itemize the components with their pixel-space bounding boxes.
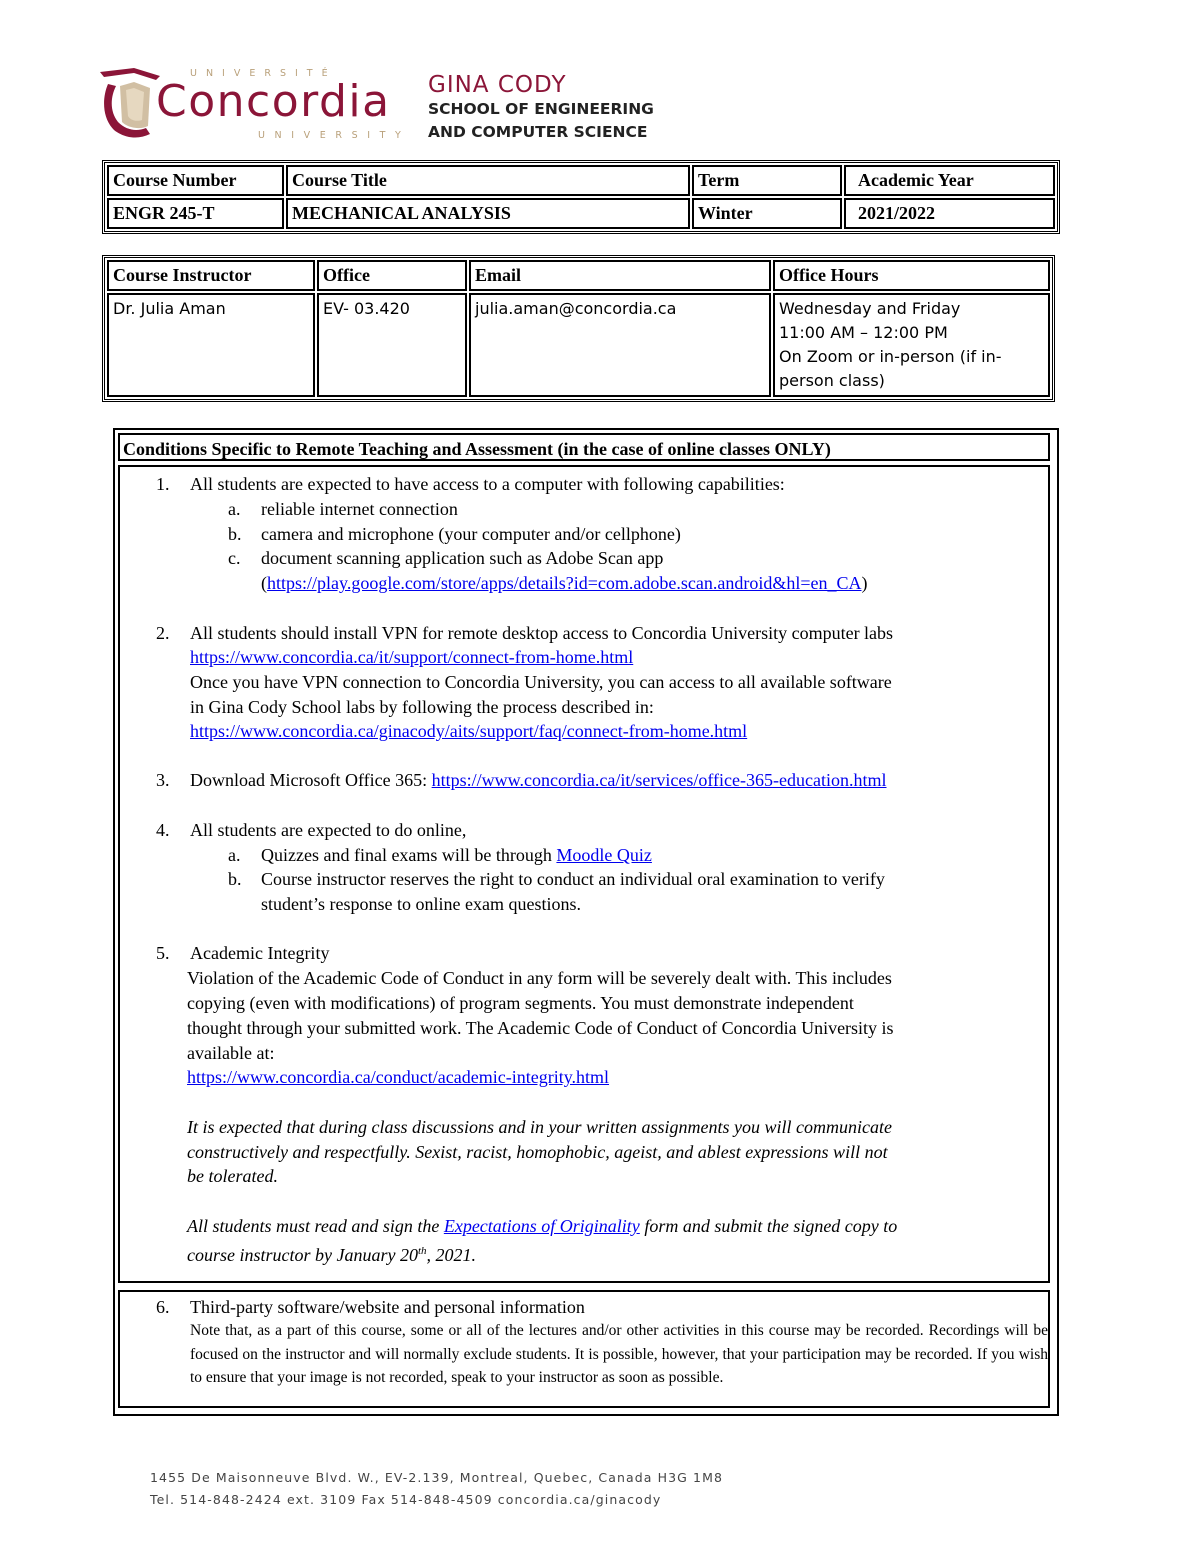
school-line-2: AND COMPUTER SCIENCE: [428, 123, 648, 141]
item5-l4: available at:: [187, 1043, 275, 1063]
item4-b: Course instructor reserves the right to conduct an individual oral examination to verify: [261, 869, 885, 889]
table-row: [107, 198, 1055, 229]
item5-sup: th: [417, 1245, 427, 1257]
item1-c: document scanning application such as Adobe Scan app: [261, 548, 664, 568]
item-letter: c.: [228, 548, 241, 568]
school-name: GINA CODY: [428, 72, 567, 98]
item2-text: All students should install VPN for remote desktop access to Concordia University computer labs: [190, 623, 894, 643]
item4-a-line: [261, 843, 652, 867]
footer-address: 1455 De Maisonneuve Blvd. W., EV-2.139, Montreal, Quebec, Canada H3G 1M8: [150, 1470, 724, 1485]
office-hours-line: person class): [779, 371, 885, 390]
item5-s1: All students must read and sign the: [187, 1216, 444, 1236]
item1-a: reliable internet connection: [261, 499, 458, 519]
item5-title: Academic Integrity: [190, 943, 330, 963]
item-number: 5.: [156, 943, 170, 963]
table-row: [107, 293, 1050, 397]
logo-top-text: UNIVERSITÉ: [190, 68, 337, 79]
item5-i2: constructively and respectfully. Sexist, racist, homophobic, ageist, and ablest expressions will not: [187, 1142, 888, 1162]
item-letter: a.: [228, 499, 241, 519]
item-number: 2.: [156, 623, 170, 643]
office-hours-line: 11:00 AM – 12:00 PM: [779, 323, 948, 342]
instructor-name: Dr. Julia Aman: [107, 293, 315, 397]
instructor-office: EV- 03.420: [317, 293, 467, 397]
conditions-box: [113, 428, 1059, 1416]
course-info-table: [102, 160, 1060, 234]
conditions-list: [118, 465, 1050, 1283]
item5-l3: thought through your submitted work. The Academic Code of Conduct of Concordia University is: [187, 1018, 894, 1038]
header-office-hours: Office Hours: [773, 260, 1050, 291]
concordia-logo: [98, 68, 411, 144]
table-row: [107, 165, 1055, 196]
item5-i3: be tolerated.: [187, 1166, 278, 1186]
school-line-1: SCHOOL OF ENGINEERING: [428, 100, 654, 118]
item4-a: Quizzes and final exams will be through: [261, 845, 557, 865]
item-letter: b.: [228, 869, 242, 889]
item3-line: [190, 768, 887, 792]
moodle-quiz-link[interactable]: Moodle Quiz: [556, 845, 652, 865]
item-number: 6.: [156, 1297, 170, 1317]
logo-bottom-text: UNIVERSITY: [258, 130, 411, 141]
footer: [150, 1467, 723, 1511]
office365-link[interactable]: https://www.concordia.ca/it/services/office-365-education.html: [431, 770, 887, 790]
header-office: Office: [317, 260, 467, 291]
logo-wordmark: Concordia: [156, 76, 391, 127]
course-title: MECHANICAL ANALYSIS: [286, 198, 690, 229]
course-number: ENGR 245-T: [107, 198, 284, 229]
office-hours: [773, 293, 1050, 397]
item2-text3: in Gina Cody School labs by following the process described in:: [190, 697, 654, 717]
item3-text: Download Microsoft Office 365:: [190, 770, 432, 790]
term: Winter: [692, 198, 842, 229]
header-course-title: Course Title: [286, 165, 690, 196]
item5-s2: form and submit the signed copy to: [639, 1216, 898, 1236]
item5-l2: copying (even with modifications) of program segments. You must demonstrate independent: [187, 993, 854, 1013]
item4-b2: student’s response to online exam questions.: [261, 894, 581, 914]
item-number: 4.: [156, 820, 170, 840]
item6-body: Note that, as a part of this course, some or all of the lectures and/or other activities in this course may be recorded. Recordings will be focused on the instructor and will normally exclude students. It is possible, however, that your participation may be recorded. If you wish to ensure that your image is not recorded, speak to your instructor as soon as possible.: [190, 1322, 1048, 1386]
instructor-table: [102, 255, 1055, 402]
labs-link[interactable]: https://www.concordia.ca/ginacody/aits/support/faq/connect-from-home.html: [190, 721, 748, 741]
item1-text: All students are expected to have access to a computer with following capabilities:: [190, 474, 785, 494]
item5-i1: It is expected that during class discussions and in your written assignments you will communicate: [187, 1117, 892, 1137]
item1-b: camera and microphone (your computer and/or cellphone): [261, 524, 681, 544]
academic-integrity-link[interactable]: https://www.concordia.ca/conduct/academic-integrity.html: [187, 1067, 610, 1087]
instructor-email: julia.aman@concordia.ca: [469, 293, 771, 397]
adobe-scan-link[interactable]: https://play.google.com/store/apps/details?id=com.adobe.scan.android&hl=en_CA: [267, 573, 862, 593]
item5-deadline-line: [187, 1239, 476, 1267]
item5-l1: Violation of the Academic Code of Conduct in any form will be severely dealt with. This includes: [187, 968, 892, 988]
item-letter: b.: [228, 524, 242, 544]
item1-c-link-line: [261, 571, 868, 595]
header-course-number: Course Number: [107, 165, 284, 196]
header-instructor: Course Instructor: [107, 260, 315, 291]
item6-box: [118, 1290, 1050, 1408]
header-term: Term: [692, 165, 842, 196]
header-email: Email: [469, 260, 771, 291]
office-hours-line: On Zoom or in-person (if in-: [779, 347, 1002, 366]
footer-contact: Tel. 514-848-2424 ext. 3109 Fax 514-848-4509 concordia.ca/ginacody: [150, 1492, 662, 1507]
table-row: [107, 260, 1050, 291]
conditions-title: Conditions Specific to Remote Teaching and Assessment (in the case of online classes ONLY): [118, 433, 1050, 461]
item6-title: Third-party software/website and personal information: [190, 1297, 585, 1317]
expectations-originality-link[interactable]: Expectations of Originality: [443, 1216, 640, 1236]
item5-s4: , 2021.: [426, 1245, 477, 1265]
item-number: 3.: [156, 770, 170, 790]
header-academic-year: Academic Year: [844, 165, 1055, 196]
academic-year: 2021/2022: [844, 198, 1055, 229]
school-name-block: [428, 72, 654, 144]
item-letter: a.: [228, 845, 241, 865]
item5-sign-line: [187, 1214, 897, 1238]
item4-text: All students are expected to do online,: [190, 820, 467, 840]
office-hours-line: Wednesday and Friday: [779, 299, 961, 318]
item5-s3: course instructor by January 20: [187, 1245, 418, 1265]
item2-text2: Once you have VPN connection to Concordia University, you can access to all available software: [190, 672, 892, 692]
paren: (: [261, 573, 267, 593]
vpn-link[interactable]: https://www.concordia.ca/it/support/connect-from-home.html: [190, 647, 634, 667]
item-number: 1.: [156, 474, 170, 494]
paren: ): [861, 573, 868, 593]
